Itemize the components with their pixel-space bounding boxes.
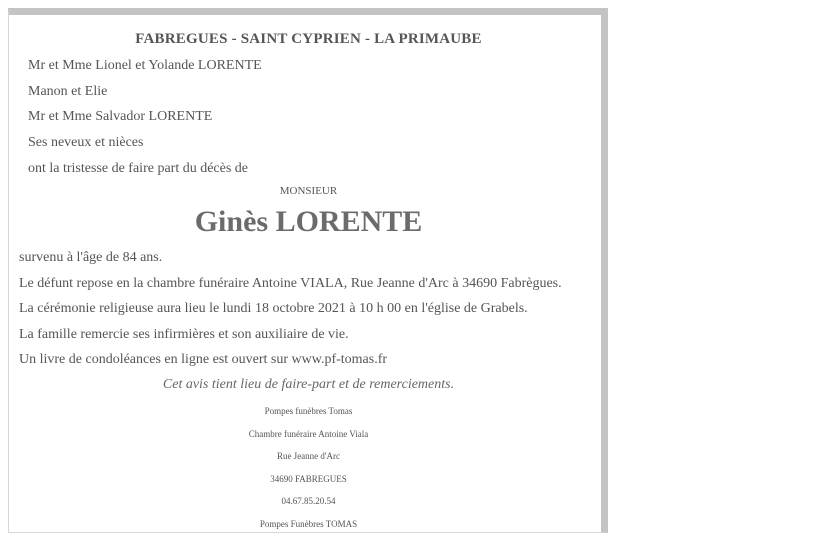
contact-line: Pompes funèbres Tomas	[264, 406, 353, 416]
detail-line: Un livre de condoléances en ligne est ouvert sur www.pf-tomas.fr	[19, 352, 388, 367]
contact-line: Rue Jeanne d'Arc	[276, 451, 341, 461]
family-line: Mr et Mme Lionel et Yolande LORENTE	[28, 58, 262, 73]
obituary-notice	[8, 8, 608, 533]
detail-line: La famille remercie ses infirmières et son auxiliaire de vie.	[19, 327, 349, 342]
family-line: Ses neveux et nièces	[28, 135, 144, 150]
family-line: ont la tristesse de faire part du décès de	[28, 161, 249, 176]
detail-line: Le défunt repose en la chambre funéraire Antoine VIALA, Rue Jeanne d'Arc à 34690 Fabrègues.	[19, 276, 562, 291]
detail-line: survenu à l'âge de 84 ans.	[19, 250, 163, 265]
notice-heading: FABREGUES - SAINT CYPRIEN - LA PRIMAUBE	[135, 31, 482, 47]
family-line: Mr et Mme Salvador LORENTE	[28, 109, 213, 124]
family-line: Manon et Elie	[28, 84, 108, 99]
closing-remark: Cet avis tient lieu de faire-part et de remerciements.	[162, 377, 455, 392]
contact-line: Chambre funéraire Antoine Viala	[248, 429, 369, 439]
contact-line: Pompes Funèbres TOMAS	[259, 519, 358, 529]
detail-line: La cérémonie religieuse aura lieu le lundi 18 octobre 2021 à 10 h 00 en l'église de Grabels.	[19, 301, 528, 316]
contact-line: 34690 FABREGUES	[270, 474, 347, 484]
deceased-name: Ginès LORENTE	[194, 205, 423, 238]
deceased-title: MONSIEUR	[279, 185, 338, 197]
contact-line: 04.67.85.20.54	[281, 496, 336, 506]
